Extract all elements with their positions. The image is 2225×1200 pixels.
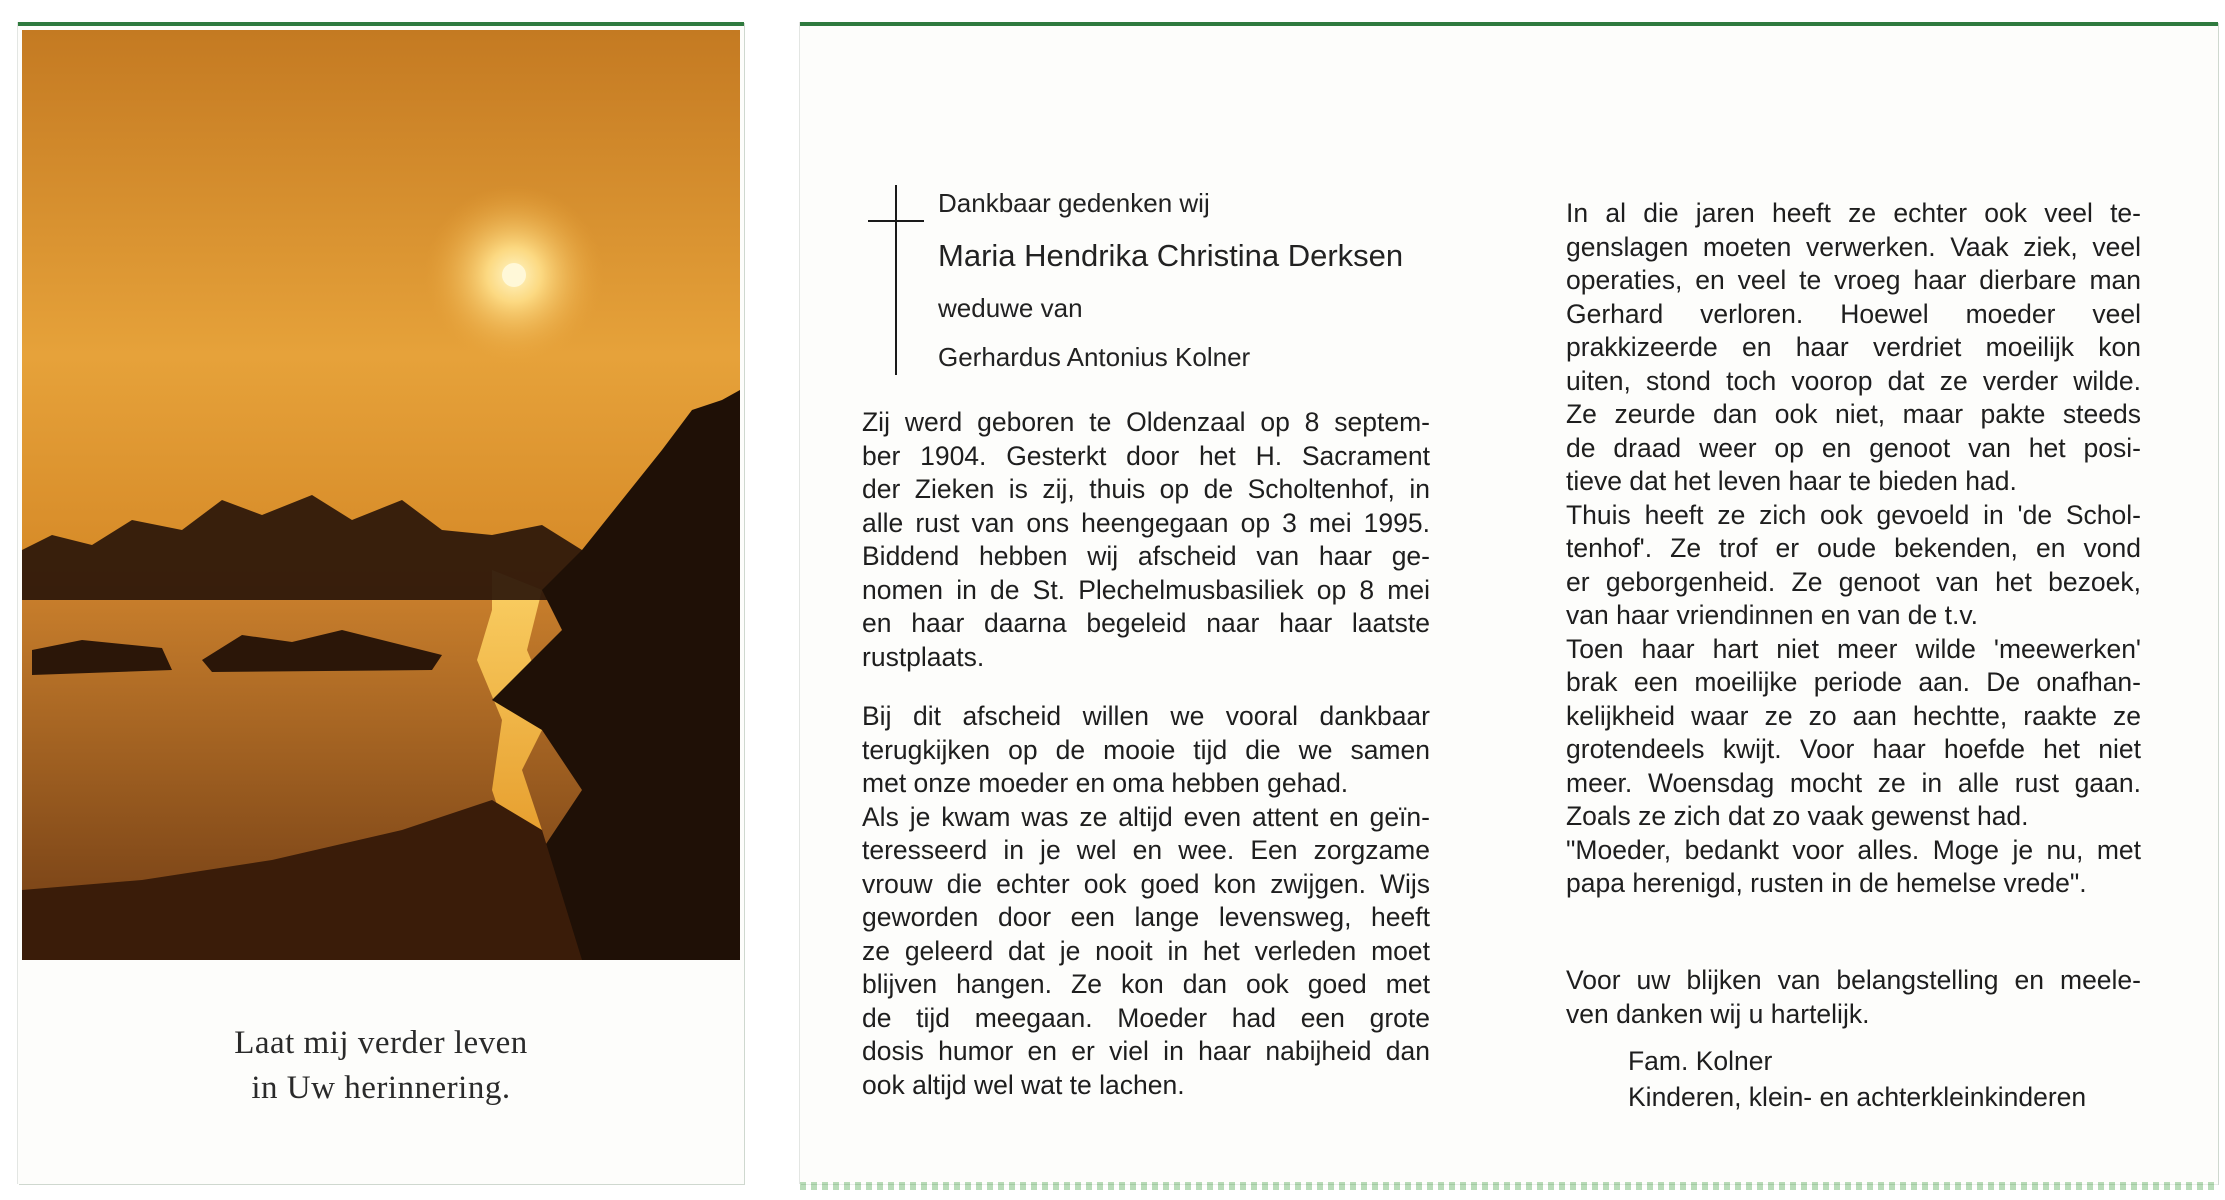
text-line: Toen haar hart niet meer wilde 'meewerken': [1566, 633, 2141, 664]
text-line: genslagen moeten verwerken. Vaak ziek, veel: [1566, 231, 2141, 262]
text-line: Zoals ze zich dat zo vaak gewenst had.: [1566, 801, 2029, 831]
spouse-name: Gerhardus Antonius Kolner: [938, 342, 1251, 372]
text-line: prakkizeerde en haar verdriet moeilijk kon: [1566, 332, 2141, 362]
text-line: alle rust van ons heengegaan op 3 mei 1995.: [862, 507, 1430, 538]
text-line: terugkijken op de mooie tijd die we samen: [862, 734, 1430, 765]
text-line: Voor uw blijken van belangstelling en meele-: [1566, 965, 2141, 995]
text-line: Zij werd geboren te Oldenzaal op 8 septem-: [862, 407, 1430, 437]
text-line: tieve dat het leven haar te bieden had.: [1566, 466, 2017, 496]
cross-icon: [895, 185, 897, 375]
signature-family: Fam. Kolner: [1628, 1046, 1773, 1076]
text-line: nomen in de St. Plechelmusbasiliek op 8 mei: [862, 574, 1430, 605]
text-line: rustplaats.: [862, 641, 985, 672]
biography-paragraph-2: [862, 700, 1430, 1102]
relation-label: weduwe van: [938, 293, 1083, 323]
text-line: met onze moeder en oma hebben gehad.: [862, 768, 1349, 798]
thanks-paragraph: [1566, 964, 2141, 1031]
text-line: geworden door een lange levensweg, heeft: [862, 902, 1430, 932]
text-line: ven danken wij u hartelijk.: [1566, 998, 1870, 1029]
text-line: meer. Woensdag mocht ze in alle rust gaan.: [1566, 767, 2141, 798]
cross-icon-bar: [868, 220, 924, 222]
text-line: Als je kwam was ze altijd even attent en geïn-: [862, 801, 1430, 832]
biography-paragraph-3: [1566, 197, 2141, 901]
motto-line-1: Laat mij verder leven: [234, 1025, 528, 1061]
card-edge: [800, 1182, 2218, 1190]
signature-descendants: Kinderen, klein- en achterkleinkinderen: [1628, 1082, 2087, 1112]
text-line: ze geleerd dat je nooit in het verleden moet: [862, 935, 1430, 966]
text-line: er geborgenheid. Ze genoot van het bezoek,: [1566, 566, 2141, 597]
text-line: de draad weer op en genoot van het posi-: [1566, 432, 2141, 463]
text-line: Gerhard verloren. Hoewel moeder veel: [1566, 298, 2141, 329]
text-line: teresseerd in je wel en wee. Een zorgzame: [862, 835, 1430, 865]
text-line: en haar daarna begeleid naar haar laatste: [862, 608, 1430, 638]
memorial-card-front: [18, 22, 744, 1184]
text-line: ber 1904. Gesterkt door het H. Sacrament: [862, 440, 1430, 471]
sunset-river-photo: [22, 30, 740, 960]
text-line: "Moeder, bedankt voor alles. Moge je nu, met: [1566, 834, 2141, 865]
text-line: Thuis heeft ze zich ook gevoeld in 'de Schol-: [1566, 499, 2141, 530]
text-line: brak een moeilijke periode aan. De onafhan-: [1566, 667, 2141, 697]
heading-intro: Dankbaar gedenken wij: [938, 188, 1210, 218]
text-line: Biddend hebben wij afscheid van haar ge-: [862, 541, 1430, 571]
text-line: Ze zeurde dan ook niet, maar pakte steeds: [1566, 399, 2141, 429]
text-line: Bij dit afscheid willen we vooral dankbaar: [862, 701, 1430, 731]
deceased-name: Maria Hendrika Christina Derksen: [938, 238, 1404, 273]
text-line: van haar vriendinnen en van de t.v.: [1566, 600, 1979, 630]
motto-line-2: in Uw herinnering.: [251, 1070, 511, 1106]
text-line: blijven hangen. Ze kon dan ook goed met: [862, 969, 1430, 999]
text-line: kelijkheid waar ze zo aan hechtte, raakte ze: [1566, 700, 2141, 731]
text-line: dosis humor en er viel in haar nabijheid dan: [862, 1036, 1430, 1066]
text-line: de tijd meegaan. Moeder had een grote: [862, 1002, 1430, 1033]
text-line: uiten, stond toch voorop dat ze verder wilde.: [1566, 365, 2141, 396]
text-line: der Zieken is zij, thuis op de Scholtenhof, in: [862, 474, 1430, 504]
text-line: operaties, en veel te vroeg haar dierbare man: [1566, 265, 2141, 295]
text-line: tenhof'. Ze trof er oude bekenden, en vond: [1566, 533, 2141, 563]
biography-paragraph-1: [862, 406, 1430, 674]
text-line: vrouw die echter ook goed kon zwijgen. Wijs: [862, 868, 1430, 899]
text-line: In al die jaren heeft ze echter ook veel te-: [1566, 198, 2141, 228]
text-line: ook altijd wel wat te lachen.: [862, 1069, 1185, 1100]
memorial-motto: [18, 1021, 744, 1111]
text-line: grotendeels kwijt. Voor haar hoefde het niet: [1566, 734, 2141, 764]
text-line: papa herenigd, rusten in de hemelse vrede".: [1566, 868, 2087, 898]
